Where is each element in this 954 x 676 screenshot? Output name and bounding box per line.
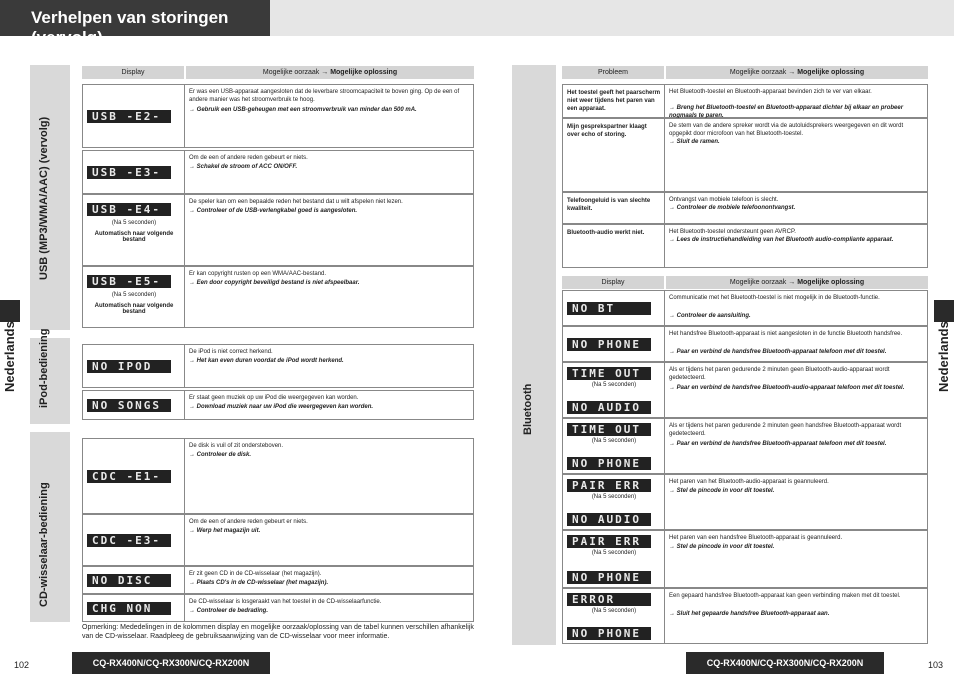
delay-note: (Na 5 seconden) [591, 382, 637, 388]
col-head-cause: Mogelijke oorzaak → Mogelijke oplossing [186, 66, 474, 79]
solution-text: → Het kan even duren voordat de iPod wordt herkend. [189, 358, 344, 364]
cause-label-right-2: Mogelijke oorzaak [729, 279, 787, 286]
solution-text: → Gebruik een USB-geheugen met een stroomverbruik van minder dan 500 mA. [189, 107, 417, 113]
cause-label: Mogelijke oorzaak [262, 69, 320, 76]
title-bar [0, 0, 270, 47]
table-row [562, 192, 928, 224]
section-cd [30, 432, 70, 622]
problem-cell [563, 225, 665, 267]
delay-note: (Na 5 seconden) [111, 292, 157, 298]
cause-text: De CD-wisselaar is losgeraakt van het toestel in de CD-wisselaarfunctie. [189, 599, 382, 605]
delay-note: (Na 5 seconden) [591, 438, 637, 444]
table-row [82, 194, 474, 266]
solution-text: → Paar en verbind de handsfree Bluetooth-apparaat telefoon met dit toestel. [669, 349, 887, 355]
cause-text: Er kan copyright rusten op een WMA/AAC-bestand. [189, 271, 327, 277]
table-row [82, 390, 474, 420]
cause-text: Het Bluetooth-toestel ondersteunt geen AVRCP. [669, 229, 796, 235]
solution-text: → Controleer de mobiele telefoonontvangst. [669, 205, 796, 211]
lcd-display: NO DISC [87, 574, 171, 587]
opmerking-note: Opmerking: Mededelingen in de kolommen display en mogelijke oorzaak/oplossing van de tabel kunnen verschillen afhankelijk van de CD-wisselaar. Raadpleeg de gebruiksaanwijzing van de CD-wisselaar voor meer informatie. [82, 624, 474, 640]
auto-next-note: Automatisch naar volgende bestand [94, 231, 174, 243]
col-head-display-right: Display [562, 276, 664, 289]
display-cell [83, 85, 185, 147]
table-row [562, 530, 928, 588]
lcd-display: PAIR ERR [567, 535, 651, 548]
page-number-left: 102 [14, 660, 30, 670]
table-row [562, 418, 928, 474]
lcd-display: CDC -E3- [87, 534, 171, 547]
lcd-display: NO PHONE [567, 338, 651, 351]
problem-cell [563, 119, 665, 191]
solution-label-right: Mogelijke oplossing [797, 69, 865, 76]
model-footer-left: CQ-RX400N/CQ-RX300N/CQ-RX200N [72, 652, 270, 674]
table-row [82, 514, 474, 566]
lcd-display: NO IPOD [87, 360, 171, 373]
lang-tab-left: Nederlands [2, 321, 17, 392]
cause-text: Er staat geen muziek op uw iPod die weergegeven kan worden. [189, 395, 359, 401]
lcd-display-2: NO PHONE [567, 627, 651, 640]
lcd-display: USB -E5- [87, 275, 171, 288]
table-row [562, 362, 928, 418]
delay-note: (Na 5 seconden) [111, 220, 157, 226]
cause-text: Het paren van een handsfree Bluetooth-apparaat is geannuleerd. [669, 535, 843, 541]
display-cell [563, 531, 665, 587]
page-number-right: 103 [928, 660, 944, 670]
auto-next-note: Automatisch naar volgende bestand [94, 303, 174, 315]
problem-text: Het toestel geeft het paarscherm niet weer tijdens het paren van een apparaat. [567, 90, 661, 112]
problem-cell [563, 193, 665, 223]
lcd-display: USB -E2- [87, 110, 171, 123]
solution-text: → Schakel de stroom of ACC ON/OFF. [189, 164, 298, 170]
problem-text: Bluetooth-audio werkt niet. [567, 230, 645, 236]
cause-text: Als er tijdens het paren gedurende 2 minuten geen Bluetooth-audio-apparaat wordt gedetecteerd. [669, 367, 890, 381]
lcd-display: TIME OUT [567, 367, 651, 380]
solution-text: → Werp het magazijn uit. [189, 528, 261, 534]
delay-note: (Na 5 seconden) [591, 608, 637, 614]
table-row [562, 588, 928, 644]
solution-label-right-2: Mogelijke oplossing [797, 279, 865, 286]
display-cell [563, 475, 665, 529]
table-row [562, 474, 928, 530]
lcd-display: TIME OUT [567, 423, 651, 436]
solution-text: → Controleer de aansluiting. [669, 313, 751, 319]
lcd-display: USB -E4- [87, 203, 171, 216]
solution-text: → Sluit het gepaarde handsfree Bluetooth-apparaat aan. [669, 611, 830, 617]
lcd-display: CHG NON [87, 602, 171, 615]
display-cell [83, 345, 185, 387]
solution-text: → Lees de instructiehandleiding van het Bluetooth audio-compliante apparaat. [669, 237, 894, 243]
solution-text: → Een door copyright beveiligd bestand is niet afspeelbaar. [189, 280, 360, 286]
table-row [562, 224, 928, 268]
display-cell [83, 595, 185, 621]
section-ipod-label: iPod-bediening [38, 328, 50, 408]
delay-note: (Na 5 seconden) [591, 550, 637, 556]
cause-text: De iPod is niet correct herkend. [189, 349, 273, 355]
section-usb [30, 65, 70, 330]
cause-text: Er was een USB-apparaat aangesloten dat de leverbare stroomcapaciteit te boven ging. Op de een of andere manier was het stroomverbruik te hoog. [189, 89, 460, 103]
cause-text: Het handsfree Bluetooth-apparaat is niet aangesloten in de functie Bluetooth handsfree. [669, 331, 903, 337]
cause-text: Het Bluetooth-toestel en Bluetooth-apparaat bevinden zich te ver van elkaar. [669, 89, 872, 95]
cause-text: Een gepaard handsfree Bluetooth-apparaat kan geen verbinding maken met dit toestel. [669, 593, 901, 599]
display-cell [563, 363, 665, 417]
page-title: Verhelpen van storingen (vervolg) [31, 8, 229, 47]
lcd-display: CDC -E1- [87, 470, 171, 483]
table-row [82, 594, 474, 622]
display-cell [563, 589, 665, 643]
col-head-problem: Probleem [562, 66, 664, 79]
solution-text: → Breng het Bluetooth-toestel en Bluetooth-apparaat dichter bij elkaar en probeer nogmaals te paren. [669, 105, 904, 119]
table-row [82, 84, 474, 148]
lcd-display-2: NO AUDIO [567, 401, 651, 414]
lcd-display-2: NO PHONE [567, 571, 651, 584]
cause-text: Om de een of andere reden gebeurt er niets. [189, 519, 308, 525]
cause-text: Communicatie met het Bluetooth-toestel is niet mogelijk in de Bluetooth-functie. [669, 295, 880, 301]
lcd-display-2: NO PHONE [567, 457, 651, 470]
display-cell [83, 391, 185, 419]
solution-text: → Controleer de disk. [189, 452, 252, 458]
display-cell [563, 291, 665, 325]
section-cd-label: CD-wisselaar-bediening [38, 482, 50, 607]
lang-tab-marker-right [934, 300, 954, 322]
solution-text: → Download muziek naar uw iPod die weergegeven kan worden. [189, 404, 374, 410]
solution-label: Mogelijke oplossing [330, 69, 398, 76]
table-row [562, 84, 928, 118]
cause-text: De speler kan om een bepaalde reden het bestand dat u wilt afspelen niet lezen. [189, 199, 403, 205]
solution-text: → Paar en verbind de handsfree Bluetooth-audio-apparaat telefoon met dit toestel. [669, 385, 905, 391]
display-cell [563, 419, 665, 473]
display-cell [83, 195, 185, 265]
cause-text: De disk is vuil of zit ondersteboven. [189, 443, 284, 449]
table-row [82, 566, 474, 594]
table-row [562, 290, 928, 326]
table-row [562, 118, 928, 192]
col-head-cause-right: Mogelijke oorzaak → Mogelijke oplossing [666, 66, 928, 79]
model-footer-right: CQ-RX400N/CQ-RX300N/CQ-RX200N [686, 652, 884, 674]
table-row [82, 150, 474, 194]
lcd-display: NO BT [567, 302, 651, 315]
col-head-cause-right-2: Mogelijke oorzaak → Mogelijke oplossing [666, 276, 928, 289]
col-head-display: Display [82, 66, 184, 79]
lang-tab-right: Nederlands [936, 321, 951, 392]
lcd-display: ERROR [567, 593, 651, 606]
display-cell [83, 439, 185, 513]
delay-note: (Na 5 seconden) [591, 494, 637, 500]
table-row [82, 266, 474, 328]
section-ipod [30, 328, 70, 424]
cause-text: Ontvangst van mobiele telefoon is slecht. [669, 197, 779, 203]
table-row [82, 438, 474, 514]
lcd-display: USB -E3- [87, 166, 171, 179]
problem-cell [563, 85, 665, 117]
solution-text: → Sluit de ramen. [669, 139, 720, 145]
cause-text: De stem van de andere spreker wordt via de autoluidsprekers weergegeven en dit wordt opgepikt door microfoon van het Bluetooth-toestel. [669, 123, 904, 137]
table-row [562, 326, 928, 362]
display-cell [83, 151, 185, 193]
solution-text: → Controleer of de USB-verlengkabel goed is aangesloten. [189, 208, 358, 214]
cause-label-right: Mogelijke oorzaak [729, 69, 787, 76]
cause-text: Om de een of andere reden gebeurt er niets. [189, 155, 308, 161]
display-cell [83, 515, 185, 565]
section-usb-label: USB (MP3/WMA/AAC) (vervolg) [38, 116, 50, 280]
display-cell [83, 267, 185, 327]
lcd-display: NO SONGS [87, 399, 171, 412]
solution-text: → Stel de pincode in voor dit toestel. [669, 488, 775, 494]
solution-text: → Stel de pincode in voor dit toestel. [669, 544, 775, 550]
problem-text: Mijn gesprekspartner klaagt over echo of storing. [567, 124, 647, 138]
section-bluetooth [512, 65, 556, 645]
cause-text: Er zit geen CD in de CD-wisselaar (het magazijn). [189, 571, 322, 577]
problem-text: Telefoongeluid is van slechte kwaliteit. [567, 198, 651, 212]
cause-text: Als er tijdens het paren gedurende 2 minuten geen handsfree Bluetooth-apparaat wordt gedetecteerd. [669, 423, 902, 437]
display-cell [563, 327, 665, 361]
table-row [82, 344, 474, 388]
cause-text: Het paren van het Bluetooth-audio-apparaat is geannuleerd. [669, 479, 829, 485]
solution-text: → Paar en verbind de handsfree Bluetooth-apparaat telefoon met dit toestel. [669, 441, 887, 447]
section-bluetooth-label: Bluetooth [522, 383, 534, 435]
solution-text: → Plaats CD's in de CD-wisselaar (het magazijn). [189, 580, 329, 586]
lcd-display-2: NO AUDIO [567, 513, 651, 526]
solution-text: → Controleer de bedrading. [189, 608, 269, 614]
lcd-display: PAIR ERR [567, 479, 651, 492]
lang-tab-marker-left [0, 300, 20, 322]
title-bar-fill [270, 0, 954, 36]
display-cell [83, 567, 185, 593]
